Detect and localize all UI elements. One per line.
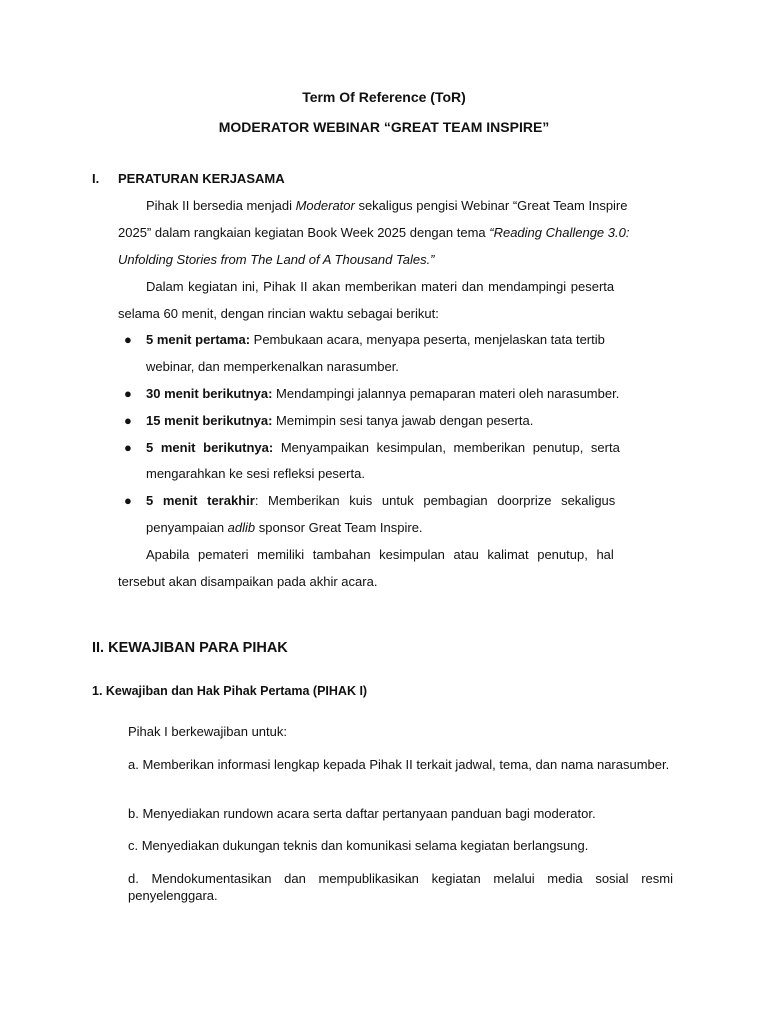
bullet-item-2 [146, 386, 619, 401]
bullet-item-5-line-2 [146, 520, 423, 535]
section-1-title: PERATURAN KERJASAMA [118, 171, 285, 186]
section-2-title: II. KEWAJIBAN PARA PIHAK [92, 640, 288, 656]
section-1-paragraph-3-line-2: tersebut akan disampaikan pada akhir acara. [118, 574, 378, 589]
section-1-paragraph-3-line-1: Apabila pemateri memiliki tambahan kesimpulan atau kalimat penutup, hal [146, 547, 614, 562]
bullet-item-1-line-2: webinar, dan memperkenalkan narasumber. [146, 359, 399, 374]
document-title: Term Of Reference (ToR) [302, 89, 466, 105]
section-1-paragraph-2-line-1: Dalam kegiatan ini, Pihak II akan memberikan materi dan mendampingi peserta [146, 279, 615, 294]
bullet-item-3 [146, 413, 533, 428]
bullet-label: 5 menit pertama: [146, 332, 251, 347]
text-run: 2025” dalam rangkaian kegiatan Book Week 2025 dengan tema [118, 225, 490, 240]
text-run: Pihak II bersedia menjadi [146, 198, 296, 213]
section-1-paragraph-1-line-3: Unfolding Stories from The Land of A Thousand Tales.” [118, 252, 435, 267]
bullet-label: 5 menit terakhir [146, 493, 255, 508]
text-run: Menyampaikan kesimpulan, memberikan penutup, serta [273, 440, 620, 455]
bullet-item-1-line-1 [146, 332, 605, 347]
bullet-icon: ● [124, 440, 132, 455]
bullet-icon: ● [124, 493, 132, 508]
italic-run: Moderator [295, 198, 355, 213]
text-run: Mendampingi jalannya pemaparan materi oleh narasumber. [272, 386, 620, 401]
text-run: Pembukaan acara, menyapa peserta, menjelaskan tata tertib [250, 332, 605, 347]
italic-run: adlib [227, 520, 256, 535]
obligation-item-d: d. Mendokumentasikan dan mempublikasikan kegiatan melalui media sosial resmi penyelenggara. [128, 871, 673, 903]
obligations-intro: Pihak I berkewajiban untuk: [128, 724, 287, 739]
bullet-item-4-line-1 [146, 440, 620, 455]
section-1-paragraph-1-line-1 [146, 198, 628, 213]
text-run: sponsor Great Team Inspire. [255, 520, 423, 535]
italic-run: “Reading Challenge 3.0: [489, 225, 630, 240]
bullet-icon: ● [124, 413, 132, 428]
text-run: penyampaian [146, 520, 228, 535]
obligation-item-a: a. Memberikan informasi lengkap kepada Pihak II terkait jadwal, tema, dan nama narasumber. [128, 757, 670, 772]
section-1-number: I. [92, 171, 100, 186]
section-1-paragraph-1-line-2 [118, 225, 629, 240]
bullet-label: 15 menit berikutnya: [146, 413, 273, 428]
bullet-icon: ● [124, 386, 132, 401]
bullet-item-5-line-1 [146, 493, 615, 508]
bullet-label: 30 menit berikutnya: [146, 386, 273, 401]
bullet-item-4-line-2: mengarahkan ke sesi refleksi peserta. [146, 466, 365, 481]
obligation-item-b: b. Menyediakan rundown acara serta daftar pertanyaan panduan bagi moderator. [128, 806, 596, 821]
text-run: sekaligus pengisi Webinar “Great Team Inspire [354, 198, 628, 213]
text-run: Memimpin sesi tanya jawab dengan peserta. [272, 413, 534, 428]
section-1-paragraph-2-line-2: selama 60 menit, dengan rincian waktu sebagai berikut: [118, 306, 439, 321]
document-subtitle: MODERATOR WEBINAR “GREAT TEAM INSPIRE” [218, 119, 550, 135]
section-2-subheading-1: 1. Kewajiban dan Hak Pihak Pertama (PIHAK I) [92, 684, 368, 698]
obligation-item-c: c. Menyediakan dukungan teknis dan komunikasi selama kegiatan berlangsung. [128, 838, 589, 853]
bullet-label: 5 menit berikutnya: [146, 440, 274, 455]
text-run: : Memberikan kuis untuk pembagian doorprize sekaligus [254, 493, 616, 508]
bullet-icon: ● [124, 332, 132, 347]
